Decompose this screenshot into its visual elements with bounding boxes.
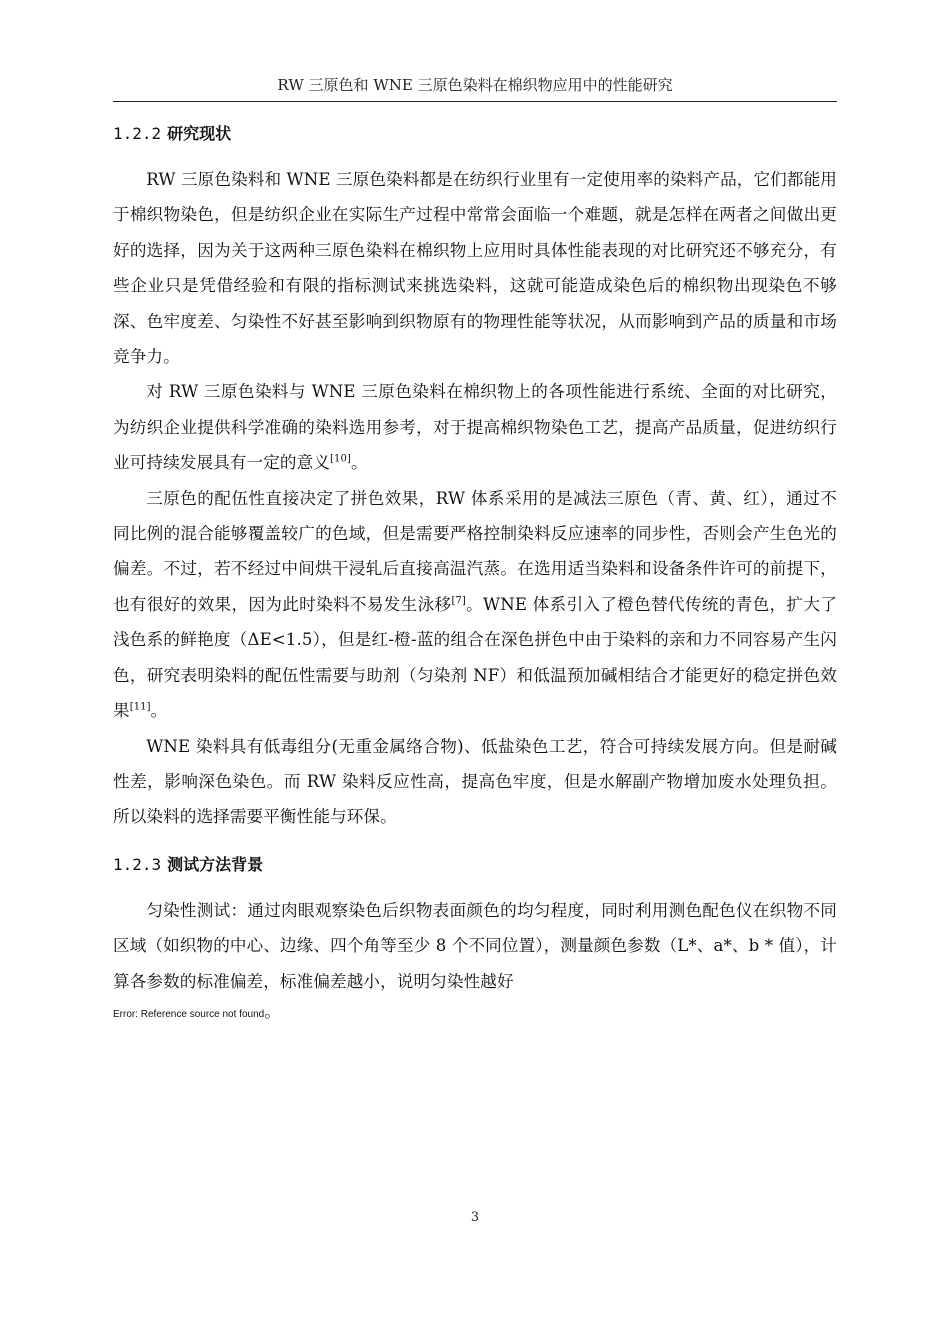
section-title: 研究现状 <box>167 124 232 143</box>
paragraph-punct: 。 <box>350 453 368 473</box>
paragraph-text: 三原色的配伍性直接决定了拼色效果，RW 体系采用的是减法三原色（青、黄、红），通过不同比例的混合能够覆盖较广的色域，但是需要严格控制染料反应速率的同步性，否则会产生色光的偏差。不过，若不经过中间烘干浸轧后直接高温汽蒸。在选用适当染料和设备条件许可的前提下，也有很好的效果，因为此时染料不易发生泳移 <box>113 488 837 614</box>
paragraph-text: 。WNE 体系引入了橙色替代传统的青色，扩大了浅色系的鲜艳度（ΔE<1.5），但是红-橙-蓝的组合在深色拼色中由于染料的亲和力不同容易产生闪色，研究表明染料的配伍性需要与助剂（匀染剂 NF）和低温预加碱相结合才能更好的稳定拼色效果 <box>113 594 838 721</box>
header-divider <box>113 101 837 102</box>
section-heading-1-2-3 <box>113 851 837 879</box>
section-heading-1-2-2 <box>113 120 837 148</box>
paragraph-punct: 。 <box>264 1001 281 1021</box>
section-title: 测试方法背景 <box>167 854 264 874</box>
reference-error: Error: Reference source not found <box>113 1008 265 1020</box>
page-number: 3 <box>470 1210 480 1225</box>
citation-ref[interactable]: [11] <box>129 701 151 713</box>
paragraph: RW 三原色染料和 WNE 三原色染料都是在纺织行业里有一定使用率的染料产品，它们都能用于棉织物染色，但是纺织企业在实际生产过程中常常会面临一个难题，就是怎样在两者之间做出更好的选择，因为关于这两种三原色染料在棉织物上应用时具体性能表现的对比研究还不够充分，有些企业只是凭借经验和有限的指标测试来挑选染料，这就可能造成染色后的棉织物出现染色不够深、色牢度差、匀染性不好甚至影响到织物原有的物理性能等状况，从而影响到产品的质量和市场竞争力。 <box>113 170 837 367</box>
citation-ref[interactable]: [10] <box>330 453 351 465</box>
section-number: 1.2.2 <box>113 124 162 143</box>
section-number: 1.2.3 <box>113 854 162 874</box>
paragraph: 匀染性测试：通过肉眼观察染色后织物表面颜色的均匀程度，同时利用测色配色仪在织物不同区域（如织物的中心、边缘、四个角等至少 8 个不同位置），测量颜色参数（L*、a*、b * 值），计算各参数的标准偏差，标准偏差越小，说明匀染性越好 <box>113 900 837 991</box>
citation-ref[interactable]: [7] <box>451 595 466 607</box>
reference-error-line <box>113 999 837 1025</box>
paragraph-punct: 。 <box>150 701 168 721</box>
document-body <box>113 118 837 1025</box>
paragraph-text: 对 RW 三原色染料与 WNE 三原色染料在棉织物上的各项性能进行系统、全面的对比研究，为纺织企业提供科学准确的染料选用参考，对于提高棉织物染色工艺，提高产品质量，促进纺织行业可持续发展具有一定的意义 <box>113 382 837 473</box>
paragraph <box>113 374 837 480</box>
paragraph <box>113 481 837 729</box>
paragraph: WNE 染料具有低毒组分(无重金属络合物)、低盐染色工艺，符合可持续发展方向。但是耐碱性差，影响深色染色。而 RW 染料反应性高，提高色牢度，但是水解副产物增加废水处理负担。所以染料的选择需要平衡性能与环保。 <box>113 736 837 827</box>
running-header: RW 三原色和 WNE 三原色染料在棉织物应用中的性能研究 <box>277 76 673 94</box>
